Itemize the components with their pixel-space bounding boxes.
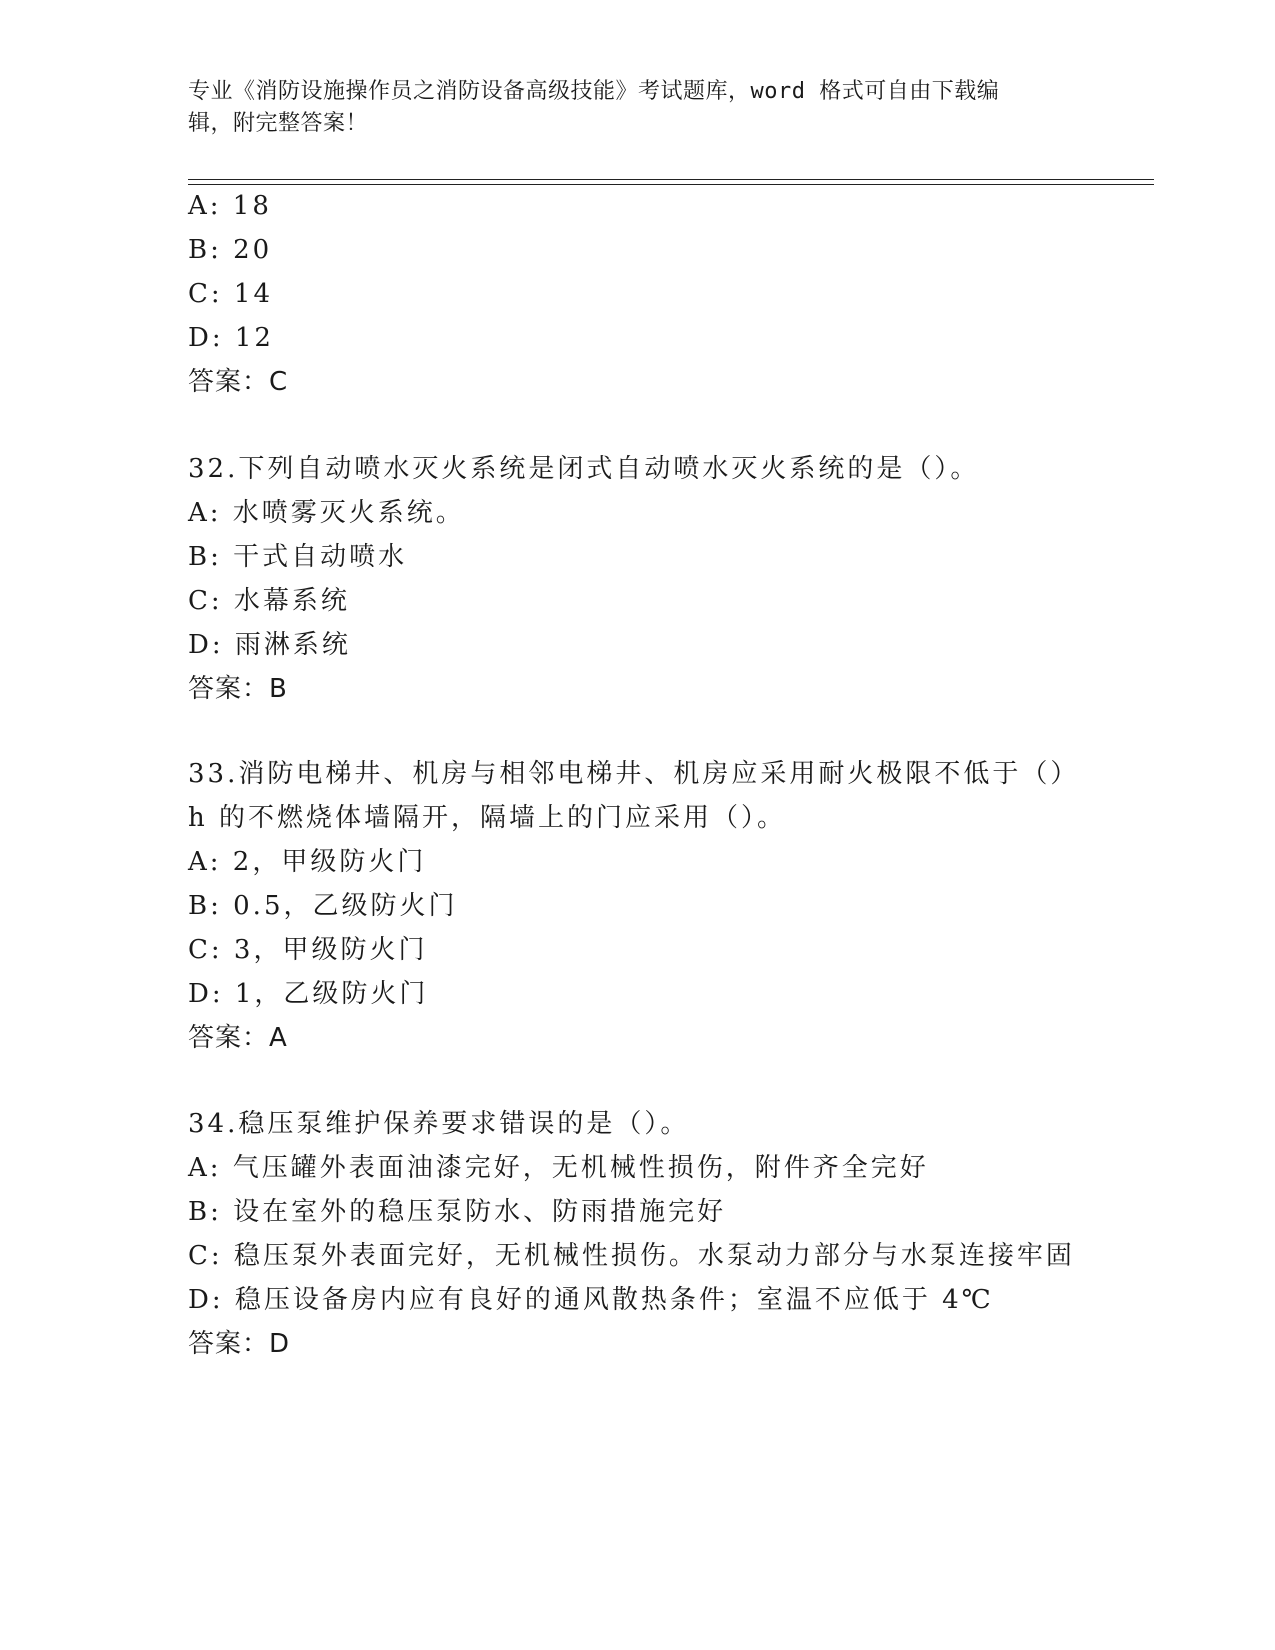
q33-stem-line-1: 33.消防电梯井、机房与相邻电梯井、机房应采用耐火极限不低于（） bbox=[188, 759, 1080, 789]
q32-option-d: D: 雨淋系统 bbox=[188, 630, 351, 660]
header-divider-bottom bbox=[188, 184, 1154, 185]
prev-answer: 答案：C bbox=[188, 367, 289, 397]
q33-option-d: D: 1，乙级防火门 bbox=[188, 979, 429, 1009]
q32-stem: 32.下列自动喷水灭火系统是闭式自动喷水灭火系统的是（）。 bbox=[188, 454, 980, 484]
header-divider-top bbox=[188, 179, 1154, 180]
q33-option-b: B: 0.5，乙级防火门 bbox=[188, 891, 458, 921]
q33-option-a: A: 2，甲级防火门 bbox=[188, 847, 427, 877]
q32-option-c: C: 水幕系统 bbox=[188, 586, 350, 616]
q34-option-d: D: 稳压设备房内应有良好的通风散热条件；室温不应低于 4℃ bbox=[188, 1285, 994, 1315]
q34-option-b: B: 设在室外的稳压泵防水、防雨措施完好 bbox=[188, 1197, 727, 1227]
prev-option-a: A: 18 bbox=[188, 191, 272, 221]
header-line-1: 专业《消防设施操作员之消防设备高级技能》考试题库，word 格式可自由下载编 bbox=[188, 79, 1000, 104]
prev-option-c: C: 14 bbox=[188, 279, 274, 309]
q34-option-c: C: 稳压泵外表面完好，无机械性损伤。水泵动力部分与水泵连接牢固 bbox=[188, 1241, 1075, 1271]
prev-option-b: B: 20 bbox=[188, 235, 273, 265]
q32-option-a: A: 水喷雾灭火系统。 bbox=[188, 498, 465, 528]
document-header bbox=[188, 76, 1068, 140]
q34-option-a: A: 气压罐外表面油漆完好，无机械性损伤，附件齐全完好 bbox=[188, 1153, 929, 1183]
header-line-2: 辑，附完整答案！ bbox=[188, 111, 369, 136]
prev-option-d: D: 12 bbox=[188, 323, 274, 353]
q33-answer: 答案：A bbox=[188, 1023, 288, 1053]
q32-option-b: B: 干式自动喷水 bbox=[188, 542, 408, 572]
q34-stem: 34.稳压泵维护保养要求错误的是（）。 bbox=[188, 1109, 690, 1139]
q34-answer: 答案：D bbox=[188, 1329, 291, 1359]
q33-option-c: C: 3，甲级防火门 bbox=[188, 935, 428, 965]
q33-stem-line-2: h 的不燃烧体墙隔开，隔墙上的门应采用（）。 bbox=[188, 803, 787, 833]
q32-answer: 答案：B bbox=[188, 674, 288, 704]
